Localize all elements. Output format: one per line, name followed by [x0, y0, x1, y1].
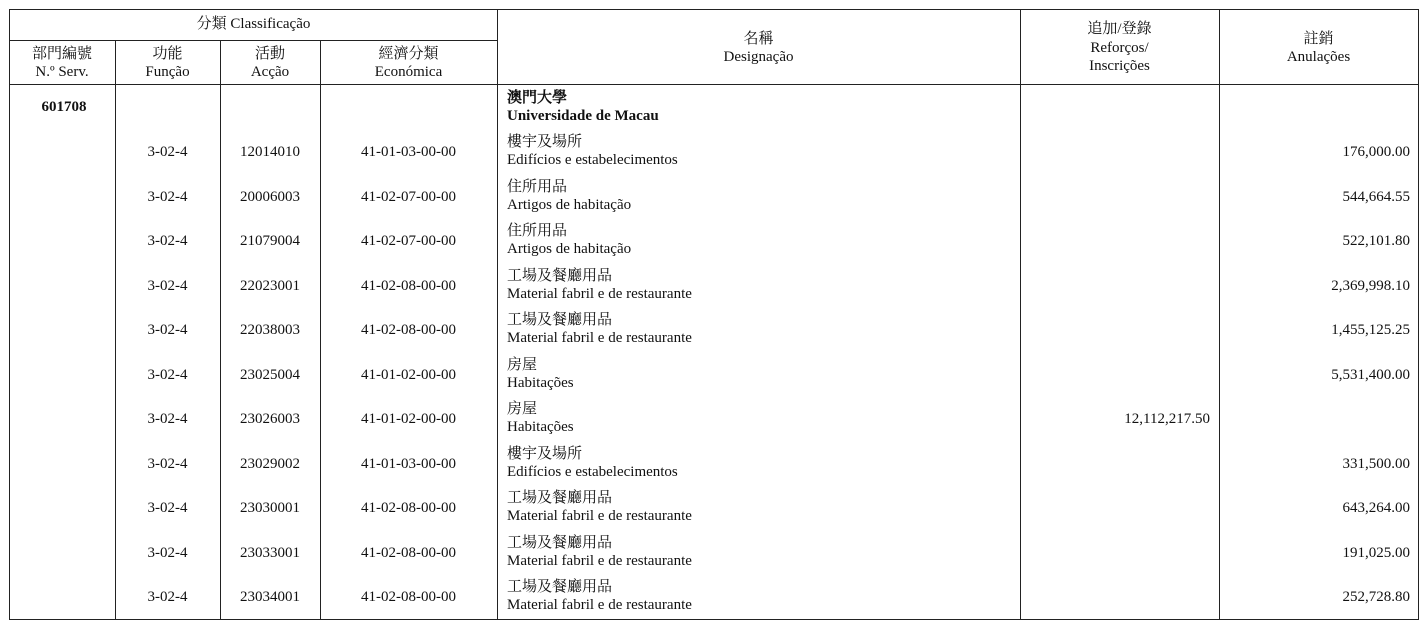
cell-funcao: 3-02-4 [147, 277, 188, 294]
col-divider-economica [497, 9, 498, 620]
header-reforcos-pt1: Reforços/ [1090, 40, 1149, 56]
cell-accao: 23029002 [240, 455, 300, 472]
cell-funcao: 3-02-4 [147, 411, 188, 427]
cell-accao: 20006003 [240, 188, 300, 205]
cell-description-zh: 房屋 [507, 356, 538, 373]
cell-accao: 23026003 [240, 411, 300, 427]
cell-accao: 12014010 [240, 144, 300, 160]
header-anulacoes-pt: Anulações [1286, 49, 1351, 65]
cell-funcao: 3-02-4 [147, 144, 188, 160]
cell-economica: 41-02-08-00-00 [361, 500, 456, 516]
cell-funcao: 3-02-4 [147, 188, 188, 205]
col-divider-designacao [1020, 9, 1021, 620]
cell-funcao: 3-02-4 [147, 589, 188, 605]
header-servico-pt: N.º Serv. [35, 64, 89, 80]
classification-underline [9, 40, 498, 41]
cell-description-pt: Material fabril e de restaurante [507, 508, 692, 524]
cell-description-pt: Material fabril e de restaurante [507, 285, 692, 302]
cell-accao: 23034001 [240, 589, 300, 605]
cell-economica: 41-01-02-00-00 [361, 366, 456, 383]
cell-funcao: 3-02-4 [147, 233, 188, 249]
cell-anulacoes: 544,664.55 [1342, 188, 1410, 205]
cell-anulacoes: 2,369,998.10 [1331, 277, 1410, 294]
cell-description-zh: 住所用品 [507, 178, 568, 195]
header-designacao-zh: 名稱 [743, 31, 774, 47]
cell-funcao: 3-02-4 [147, 455, 188, 472]
header-accao-pt: Acção [250, 64, 290, 80]
cell-description-pt: Artigos de habitação [507, 241, 632, 257]
cell-description-zh: 樓宇及場所 [507, 134, 583, 150]
cell-funcao: 3-02-4 [147, 500, 188, 516]
cell-accao: 23030001 [240, 500, 300, 516]
cell-anulacoes: 176,000.00 [1342, 144, 1410, 160]
cell-funcao: 3-02-4 [147, 544, 188, 561]
cell-description-zh: 工場及餐廳用品 [507, 490, 613, 506]
cell-description-pt: Artigos de habitação [507, 196, 632, 213]
cell-description-pt: Edifícios e estabelecimentos [507, 152, 678, 168]
cell-anulacoes: 191,025.00 [1342, 544, 1410, 561]
cell-description-zh: 樓宇及場所 [507, 445, 583, 462]
entity-name-zh: 澳門大學 [507, 90, 568, 106]
cell-economica: 41-02-07-00-00 [361, 233, 456, 249]
cell-anulacoes: 331,500.00 [1342, 455, 1410, 472]
header-funcao-pt: Função [145, 64, 190, 80]
cell-accao: 21079004 [240, 233, 300, 249]
entity-name-pt: Universidade de Macau [507, 108, 659, 124]
cell-funcao: 3-02-4 [147, 322, 188, 338]
cell-economica: 41-01-02-00-00 [361, 411, 456, 427]
cell-funcao: 3-02-4 [147, 366, 188, 383]
cell-description-zh: 工場及餐廳用品 [507, 534, 613, 551]
header-anulacoes-zh: 註銷 [1303, 31, 1334, 47]
cell-description-pt: Material fabril e de restaurante [507, 330, 692, 346]
cell-reforcos: 12,112,217.50 [1124, 411, 1210, 427]
header-accao-zh: 活動 [254, 46, 285, 62]
cell-economica: 41-02-08-00-00 [361, 277, 456, 294]
cell-accao: 22023001 [240, 277, 300, 294]
right-border [1418, 9, 1419, 620]
cell-economica: 41-02-07-00-00 [361, 188, 456, 205]
cell-anulacoes: 643,264.00 [1342, 500, 1410, 516]
cell-accao: 23033001 [240, 544, 300, 561]
cell-description-pt: Material fabril e de restaurante [507, 597, 692, 613]
header-designacao-pt: Designação [723, 49, 794, 65]
cell-anulacoes: 522,101.80 [1342, 233, 1410, 249]
cell-economica: 41-01-03-00-00 [361, 455, 456, 472]
cell-anulacoes: 252,728.80 [1342, 589, 1410, 605]
cell-description-zh: 工場及餐廳用品 [507, 579, 613, 595]
cell-accao: 23025004 [240, 366, 300, 383]
cell-description-zh: 住所用品 [507, 223, 568, 239]
cell-anulacoes: 5,531,400.00 [1331, 366, 1410, 383]
cell-description-zh: 工場及餐廳用品 [507, 267, 613, 284]
header-economica-pt: Económica [374, 64, 443, 80]
col-divider-reforcos [1219, 9, 1220, 620]
header-reforcos-pt2: Inscrições [1089, 58, 1150, 74]
service-number: 601708 [41, 99, 87, 115]
header-funcao-zh: 功能 [152, 46, 183, 62]
header-economica-zh: 經濟分類 [378, 46, 439, 62]
cell-economica: 41-01-03-00-00 [361, 144, 456, 160]
header-classificacao: 分類 Classificação [196, 16, 311, 32]
cell-description-pt: Material fabril e de restaurante [507, 552, 692, 569]
cell-accao: 22038003 [240, 322, 300, 338]
cell-description-pt: Edifícios e estabelecimentos [507, 463, 678, 480]
cell-description-pt: Habitações [507, 419, 574, 435]
cell-description-pt: Habitações [507, 374, 574, 391]
table-top-rule [9, 9, 1418, 10]
cell-description-zh: 房屋 [507, 401, 538, 417]
header-servico-zh: 部門編號 [31, 46, 92, 62]
cell-economica: 41-02-08-00-00 [361, 589, 456, 605]
cell-description-zh: 工場及餐廳用品 [507, 312, 613, 328]
header-reforcos-zh: 追加/登錄 [1087, 21, 1152, 37]
cell-economica: 41-02-08-00-00 [361, 544, 456, 561]
cell-anulacoes: 1,455,125.25 [1331, 322, 1410, 338]
cell-economica: 41-02-08-00-00 [361, 322, 456, 338]
